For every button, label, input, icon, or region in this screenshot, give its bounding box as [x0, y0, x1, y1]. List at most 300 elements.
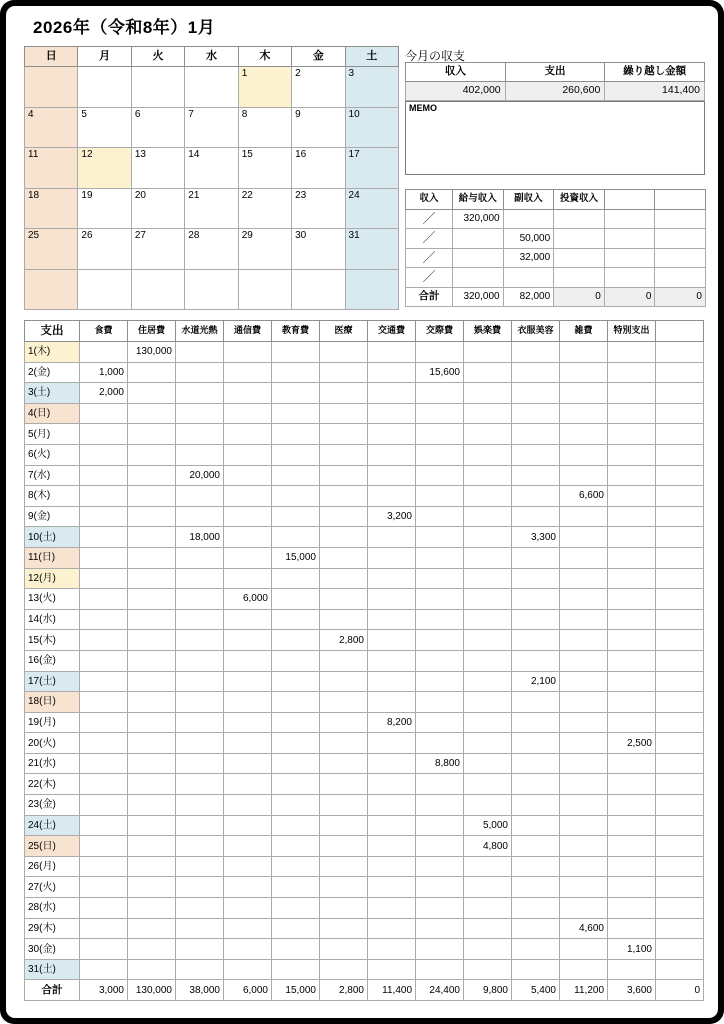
- expense-value-cell[interactable]: [608, 650, 656, 671]
- calendar-day-cell[interactable]: 31: [345, 229, 398, 270]
- expense-value-cell[interactable]: [224, 815, 272, 836]
- expense-value-cell[interactable]: [656, 877, 704, 898]
- expense-value-cell[interactable]: [512, 362, 560, 383]
- expense-value-cell[interactable]: [416, 918, 464, 939]
- expense-value-cell[interactable]: 3,200: [368, 506, 416, 527]
- expense-value-cell[interactable]: [176, 836, 224, 857]
- expense-value-cell[interactable]: [272, 630, 320, 651]
- expense-value-cell[interactable]: [560, 403, 608, 424]
- expense-value-cell[interactable]: [368, 527, 416, 548]
- expense-value-cell[interactable]: [272, 424, 320, 445]
- expense-value-cell[interactable]: [656, 692, 704, 713]
- expense-value-cell[interactable]: [320, 939, 368, 960]
- expense-value-cell[interactable]: [224, 506, 272, 527]
- expense-value-cell[interactable]: [464, 774, 512, 795]
- expense-value-cell[interactable]: 6,600: [560, 486, 608, 507]
- expense-value-cell[interactable]: [560, 939, 608, 960]
- expense-value-cell[interactable]: 130,000: [128, 342, 176, 363]
- expense-value-cell[interactable]: [560, 527, 608, 548]
- summary-value-cell[interactable]: 141,400: [605, 82, 705, 101]
- expense-value-cell[interactable]: [368, 692, 416, 713]
- expense-value-cell[interactable]: [656, 774, 704, 795]
- expense-value-cell[interactable]: [272, 568, 320, 589]
- calendar-day-cell[interactable]: [78, 269, 131, 310]
- expense-value-cell[interactable]: [272, 774, 320, 795]
- expense-value-cell[interactable]: [608, 712, 656, 733]
- expense-value-cell[interactable]: [128, 383, 176, 404]
- expense-value-cell[interactable]: [224, 692, 272, 713]
- expense-value-cell[interactable]: [320, 877, 368, 898]
- expense-value-cell[interactable]: [128, 795, 176, 816]
- expense-value-cell[interactable]: [128, 486, 176, 507]
- expense-value-cell[interactable]: [128, 589, 176, 610]
- expense-value-cell[interactable]: [80, 815, 128, 836]
- expense-value-cell[interactable]: [80, 795, 128, 816]
- expense-value-cell[interactable]: [272, 362, 320, 383]
- income-value-cell[interactable]: [604, 268, 655, 288]
- expense-value-cell[interactable]: [464, 733, 512, 754]
- expense-value-cell[interactable]: [272, 733, 320, 754]
- expense-value-cell[interactable]: [656, 898, 704, 919]
- expense-value-cell[interactable]: 8,200: [368, 712, 416, 733]
- expense-value-cell[interactable]: [320, 506, 368, 527]
- expense-value-cell[interactable]: [368, 589, 416, 610]
- expense-value-cell[interactable]: [464, 465, 512, 486]
- expense-value-cell[interactable]: [176, 733, 224, 754]
- expense-value-cell[interactable]: [176, 856, 224, 877]
- expense-value-cell[interactable]: [416, 671, 464, 692]
- expense-value-cell[interactable]: 2,100: [512, 671, 560, 692]
- expense-value-cell[interactable]: [560, 589, 608, 610]
- income-value-cell[interactable]: [554, 209, 605, 229]
- expense-value-cell[interactable]: [224, 959, 272, 980]
- expense-value-cell[interactable]: [464, 383, 512, 404]
- expense-value-cell[interactable]: [320, 753, 368, 774]
- expense-value-cell[interactable]: [320, 815, 368, 836]
- expense-value-cell[interactable]: [320, 527, 368, 548]
- income-date-cell[interactable]: ／: [406, 209, 453, 229]
- expense-value-cell[interactable]: [416, 712, 464, 733]
- calendar-day-cell[interactable]: 2: [292, 67, 345, 108]
- calendar-day-cell[interactable]: [131, 269, 184, 310]
- expense-value-cell[interactable]: [80, 486, 128, 507]
- expense-value-cell[interactable]: [368, 671, 416, 692]
- expense-value-cell[interactable]: [512, 774, 560, 795]
- expense-value-cell[interactable]: [128, 815, 176, 836]
- expense-value-cell[interactable]: [368, 486, 416, 507]
- expense-value-cell[interactable]: [656, 733, 704, 754]
- expense-value-cell[interactable]: [128, 753, 176, 774]
- expense-value-cell[interactable]: [128, 918, 176, 939]
- expense-value-cell[interactable]: [560, 609, 608, 630]
- expense-value-cell[interactable]: [560, 506, 608, 527]
- expense-value-cell[interactable]: [560, 692, 608, 713]
- calendar-day-cell[interactable]: [78, 67, 131, 108]
- expense-value-cell[interactable]: [656, 959, 704, 980]
- expense-value-cell[interactable]: [368, 444, 416, 465]
- expense-value-cell[interactable]: [416, 650, 464, 671]
- expense-value-cell[interactable]: [224, 630, 272, 651]
- memo-box[interactable]: [405, 101, 705, 175]
- expense-value-cell[interactable]: [224, 342, 272, 363]
- calendar-day-cell[interactable]: 22: [238, 188, 291, 229]
- expense-value-cell[interactable]: [560, 856, 608, 877]
- expense-value-cell[interactable]: [416, 939, 464, 960]
- expense-value-cell[interactable]: [656, 444, 704, 465]
- expense-value-cell[interactable]: [224, 671, 272, 692]
- expense-value-cell[interactable]: [128, 362, 176, 383]
- expense-value-cell[interactable]: [416, 898, 464, 919]
- expense-value-cell[interactable]: [272, 712, 320, 733]
- expense-value-cell[interactable]: [320, 671, 368, 692]
- expense-value-cell[interactable]: [176, 609, 224, 630]
- expense-value-cell[interactable]: [80, 877, 128, 898]
- expense-value-cell[interactable]: [80, 836, 128, 857]
- expense-value-cell[interactable]: [176, 630, 224, 651]
- expense-value-cell[interactable]: [320, 774, 368, 795]
- calendar-day-cell[interactable]: 8: [238, 107, 291, 148]
- expense-value-cell[interactable]: [80, 589, 128, 610]
- expense-value-cell[interactable]: [416, 815, 464, 836]
- expense-value-cell[interactable]: [464, 918, 512, 939]
- expense-value-cell[interactable]: [368, 650, 416, 671]
- expense-value-cell[interactable]: [176, 403, 224, 424]
- expense-value-cell[interactable]: [656, 609, 704, 630]
- expense-value-cell[interactable]: 5,000: [464, 815, 512, 836]
- expense-value-cell[interactable]: [320, 362, 368, 383]
- income-value-cell[interactable]: [655, 268, 706, 288]
- expense-value-cell[interactable]: [224, 795, 272, 816]
- expense-value-cell[interactable]: [224, 383, 272, 404]
- expense-value-cell[interactable]: [608, 465, 656, 486]
- expense-value-cell[interactable]: [176, 547, 224, 568]
- expense-value-cell[interactable]: [560, 362, 608, 383]
- expense-value-cell[interactable]: [176, 444, 224, 465]
- calendar-day-cell[interactable]: 7: [185, 107, 238, 148]
- expense-value-cell[interactable]: [464, 527, 512, 548]
- expense-value-cell[interactable]: [176, 815, 224, 836]
- expense-value-cell[interactable]: [512, 815, 560, 836]
- expense-value-cell[interactable]: [224, 424, 272, 445]
- expense-value-cell[interactable]: [560, 630, 608, 651]
- expense-value-cell[interactable]: [176, 671, 224, 692]
- expense-value-cell[interactable]: [224, 547, 272, 568]
- expense-value-cell[interactable]: [176, 506, 224, 527]
- expense-value-cell[interactable]: [608, 774, 656, 795]
- expense-value-cell[interactable]: [80, 424, 128, 445]
- expense-value-cell[interactable]: [608, 877, 656, 898]
- expense-value-cell[interactable]: [656, 383, 704, 404]
- calendar-day-cell[interactable]: [25, 67, 78, 108]
- calendar-day-cell[interactable]: 29: [238, 229, 291, 270]
- expense-value-cell[interactable]: [224, 939, 272, 960]
- expense-value-cell[interactable]: [560, 547, 608, 568]
- expense-value-cell[interactable]: [464, 712, 512, 733]
- expense-value-cell[interactable]: [320, 795, 368, 816]
- expense-value-cell[interactable]: [224, 486, 272, 507]
- calendar-day-cell[interactable]: 27: [131, 229, 184, 270]
- calendar-day-cell[interactable]: 6: [131, 107, 184, 148]
- expense-value-cell[interactable]: [656, 403, 704, 424]
- income-date-cell[interactable]: ／: [406, 268, 453, 288]
- expense-value-cell[interactable]: [128, 568, 176, 589]
- expense-value-cell[interactable]: [608, 424, 656, 445]
- expense-value-cell[interactable]: [272, 753, 320, 774]
- expense-value-cell[interactable]: [608, 815, 656, 836]
- expense-value-cell[interactable]: [224, 918, 272, 939]
- expense-value-cell[interactable]: [128, 506, 176, 527]
- expense-value-cell[interactable]: [656, 939, 704, 960]
- expense-value-cell[interactable]: [176, 795, 224, 816]
- expense-value-cell[interactable]: [656, 630, 704, 651]
- expense-value-cell[interactable]: [176, 753, 224, 774]
- calendar-day-cell[interactable]: 17: [345, 148, 398, 189]
- expense-value-cell[interactable]: [80, 403, 128, 424]
- expense-value-cell[interactable]: [368, 568, 416, 589]
- calendar-day-cell[interactable]: 5: [78, 107, 131, 148]
- expense-value-cell[interactable]: [464, 630, 512, 651]
- expense-value-cell[interactable]: [608, 918, 656, 939]
- income-value-cell[interactable]: [453, 268, 504, 288]
- expense-value-cell[interactable]: [224, 465, 272, 486]
- expense-value-cell[interactable]: [176, 383, 224, 404]
- expense-value-cell[interactable]: [608, 342, 656, 363]
- expense-value-cell[interactable]: [512, 939, 560, 960]
- expense-value-cell[interactable]: [80, 444, 128, 465]
- expense-value-cell[interactable]: [656, 753, 704, 774]
- expense-value-cell[interactable]: [464, 568, 512, 589]
- calendar-day-cell[interactable]: 3: [345, 67, 398, 108]
- income-value-cell[interactable]: [655, 209, 706, 229]
- expense-value-cell[interactable]: [512, 856, 560, 877]
- expense-value-cell[interactable]: [80, 568, 128, 589]
- expense-value-cell[interactable]: [608, 856, 656, 877]
- expense-value-cell[interactable]: [608, 753, 656, 774]
- expense-value-cell[interactable]: [176, 424, 224, 445]
- expense-value-cell[interactable]: [608, 527, 656, 548]
- income-value-cell[interactable]: [453, 248, 504, 268]
- expense-value-cell[interactable]: [656, 342, 704, 363]
- expense-value-cell[interactable]: [368, 939, 416, 960]
- calendar-day-cell[interactable]: 12: [78, 148, 131, 189]
- calendar-day-cell[interactable]: [185, 269, 238, 310]
- expense-value-cell[interactable]: [560, 753, 608, 774]
- expense-value-cell[interactable]: [368, 424, 416, 445]
- expense-value-cell[interactable]: [224, 856, 272, 877]
- expense-value-cell[interactable]: [416, 774, 464, 795]
- expense-value-cell[interactable]: [656, 712, 704, 733]
- expense-value-cell[interactable]: [512, 547, 560, 568]
- expense-value-cell[interactable]: [512, 650, 560, 671]
- expense-value-cell[interactable]: [176, 362, 224, 383]
- expense-value-cell[interactable]: [608, 898, 656, 919]
- expense-value-cell[interactable]: [416, 403, 464, 424]
- expense-value-cell[interactable]: [512, 342, 560, 363]
- expense-value-cell[interactable]: [272, 939, 320, 960]
- expense-value-cell[interactable]: [512, 753, 560, 774]
- expense-value-cell[interactable]: [464, 939, 512, 960]
- expense-value-cell[interactable]: [224, 898, 272, 919]
- calendar-day-cell[interactable]: 24: [345, 188, 398, 229]
- expense-value-cell[interactable]: [656, 650, 704, 671]
- calendar-day-cell[interactable]: [131, 67, 184, 108]
- expense-value-cell[interactable]: [416, 424, 464, 445]
- expense-value-cell[interactable]: [368, 733, 416, 754]
- expense-value-cell[interactable]: [368, 383, 416, 404]
- expense-value-cell[interactable]: [560, 774, 608, 795]
- expense-value-cell[interactable]: [560, 959, 608, 980]
- expense-value-cell[interactable]: [80, 774, 128, 795]
- calendar-day-cell[interactable]: 21: [185, 188, 238, 229]
- income-value-cell[interactable]: [604, 248, 655, 268]
- expense-value-cell[interactable]: [224, 362, 272, 383]
- expense-value-cell[interactable]: [416, 795, 464, 816]
- expense-value-cell[interactable]: [464, 444, 512, 465]
- expense-value-cell[interactable]: [272, 527, 320, 548]
- expense-value-cell[interactable]: [80, 671, 128, 692]
- expense-value-cell[interactable]: [464, 424, 512, 445]
- expense-value-cell[interactable]: [560, 877, 608, 898]
- expense-value-cell[interactable]: [656, 506, 704, 527]
- expense-value-cell[interactable]: [224, 444, 272, 465]
- calendar-day-cell[interactable]: [25, 269, 78, 310]
- expense-value-cell[interactable]: [320, 712, 368, 733]
- calendar-day-cell[interactable]: 10: [345, 107, 398, 148]
- expense-value-cell[interactable]: [224, 712, 272, 733]
- expense-value-cell[interactable]: [128, 630, 176, 651]
- expense-value-cell[interactable]: [368, 362, 416, 383]
- expense-value-cell[interactable]: [272, 836, 320, 857]
- expense-value-cell[interactable]: [416, 877, 464, 898]
- expense-value-cell[interactable]: [368, 795, 416, 816]
- expense-value-cell[interactable]: [320, 486, 368, 507]
- expense-value-cell[interactable]: [368, 547, 416, 568]
- expense-value-cell[interactable]: [368, 774, 416, 795]
- expense-value-cell[interactable]: 1,100: [608, 939, 656, 960]
- expense-value-cell[interactable]: [128, 444, 176, 465]
- expense-value-cell[interactable]: [176, 486, 224, 507]
- expense-value-cell[interactable]: [656, 856, 704, 877]
- expense-value-cell[interactable]: [272, 898, 320, 919]
- expense-value-cell[interactable]: [656, 424, 704, 445]
- income-value-cell[interactable]: [554, 248, 605, 268]
- expense-value-cell[interactable]: [560, 465, 608, 486]
- income-value-cell[interactable]: [554, 229, 605, 249]
- expense-value-cell[interactable]: [80, 898, 128, 919]
- expense-value-cell[interactable]: [224, 877, 272, 898]
- expense-value-cell[interactable]: [464, 877, 512, 898]
- expense-value-cell[interactable]: [608, 403, 656, 424]
- expense-value-cell[interactable]: [608, 547, 656, 568]
- expense-value-cell[interactable]: [224, 774, 272, 795]
- expense-value-cell[interactable]: [128, 774, 176, 795]
- expense-value-cell[interactable]: [80, 712, 128, 733]
- expense-value-cell[interactable]: [416, 527, 464, 548]
- expense-value-cell[interactable]: [416, 486, 464, 507]
- expense-value-cell[interactable]: [512, 712, 560, 733]
- expense-value-cell[interactable]: [224, 836, 272, 857]
- summary-value-cell[interactable]: 260,600: [505, 82, 605, 101]
- expense-value-cell[interactable]: [176, 959, 224, 980]
- income-value-cell[interactable]: [655, 229, 706, 249]
- expense-value-cell[interactable]: [368, 898, 416, 919]
- expense-value-cell[interactable]: [176, 568, 224, 589]
- expense-value-cell[interactable]: [464, 506, 512, 527]
- expense-value-cell[interactable]: [272, 650, 320, 671]
- expense-value-cell[interactable]: [464, 362, 512, 383]
- expense-value-cell[interactable]: [224, 527, 272, 548]
- expense-value-cell[interactable]: [560, 898, 608, 919]
- expense-value-cell[interactable]: [512, 630, 560, 651]
- expense-value-cell[interactable]: [512, 444, 560, 465]
- expense-value-cell[interactable]: 6,000: [224, 589, 272, 610]
- expense-value-cell[interactable]: [464, 342, 512, 363]
- expense-value-cell[interactable]: [368, 918, 416, 939]
- expense-value-cell[interactable]: [416, 342, 464, 363]
- expense-value-cell[interactable]: [272, 383, 320, 404]
- income-value-cell[interactable]: [604, 229, 655, 249]
- expense-value-cell[interactable]: [128, 856, 176, 877]
- expense-value-cell[interactable]: [272, 856, 320, 877]
- income-value-cell[interactable]: [503, 268, 554, 288]
- expense-value-cell[interactable]: [560, 342, 608, 363]
- expense-value-cell[interactable]: [416, 547, 464, 568]
- income-value-cell[interactable]: [554, 268, 605, 288]
- expense-value-cell[interactable]: [416, 465, 464, 486]
- expense-value-cell[interactable]: [80, 692, 128, 713]
- expense-value-cell[interactable]: [560, 836, 608, 857]
- expense-value-cell[interactable]: [656, 362, 704, 383]
- expense-value-cell[interactable]: [80, 753, 128, 774]
- expense-value-cell[interactable]: [128, 465, 176, 486]
- calendar-day-cell[interactable]: 23: [292, 188, 345, 229]
- expense-value-cell[interactable]: [224, 733, 272, 754]
- expense-value-cell[interactable]: [608, 609, 656, 630]
- calendar-day-cell[interactable]: 16: [292, 148, 345, 189]
- expense-value-cell[interactable]: [656, 836, 704, 857]
- expense-value-cell[interactable]: [176, 692, 224, 713]
- expense-value-cell[interactable]: [464, 692, 512, 713]
- expense-value-cell[interactable]: [656, 671, 704, 692]
- expense-value-cell[interactable]: [608, 836, 656, 857]
- expense-value-cell[interactable]: [464, 609, 512, 630]
- expense-value-cell[interactable]: [512, 609, 560, 630]
- calendar-day-cell[interactable]: 18: [25, 188, 78, 229]
- expense-value-cell[interactable]: [464, 650, 512, 671]
- expense-value-cell[interactable]: 15,000: [272, 547, 320, 568]
- expense-value-cell[interactable]: [464, 753, 512, 774]
- expense-value-cell[interactable]: [368, 465, 416, 486]
- expense-value-cell[interactable]: [128, 650, 176, 671]
- expense-value-cell[interactable]: [224, 753, 272, 774]
- calendar-day-cell[interactable]: 25: [25, 229, 78, 270]
- expense-value-cell[interactable]: [128, 671, 176, 692]
- expense-value-cell[interactable]: [464, 547, 512, 568]
- expense-value-cell[interactable]: [224, 403, 272, 424]
- expense-value-cell[interactable]: [608, 692, 656, 713]
- summary-value-cell[interactable]: 402,000: [406, 82, 506, 101]
- income-value-cell[interactable]: [453, 229, 504, 249]
- expense-value-cell[interactable]: [368, 856, 416, 877]
- expense-value-cell[interactable]: [176, 589, 224, 610]
- expense-value-cell[interactable]: [560, 712, 608, 733]
- expense-value-cell[interactable]: [320, 403, 368, 424]
- expense-value-cell[interactable]: [320, 568, 368, 589]
- expense-value-cell[interactable]: [368, 342, 416, 363]
- expense-value-cell[interactable]: [464, 856, 512, 877]
- expense-value-cell[interactable]: [128, 403, 176, 424]
- expense-value-cell[interactable]: [608, 383, 656, 404]
